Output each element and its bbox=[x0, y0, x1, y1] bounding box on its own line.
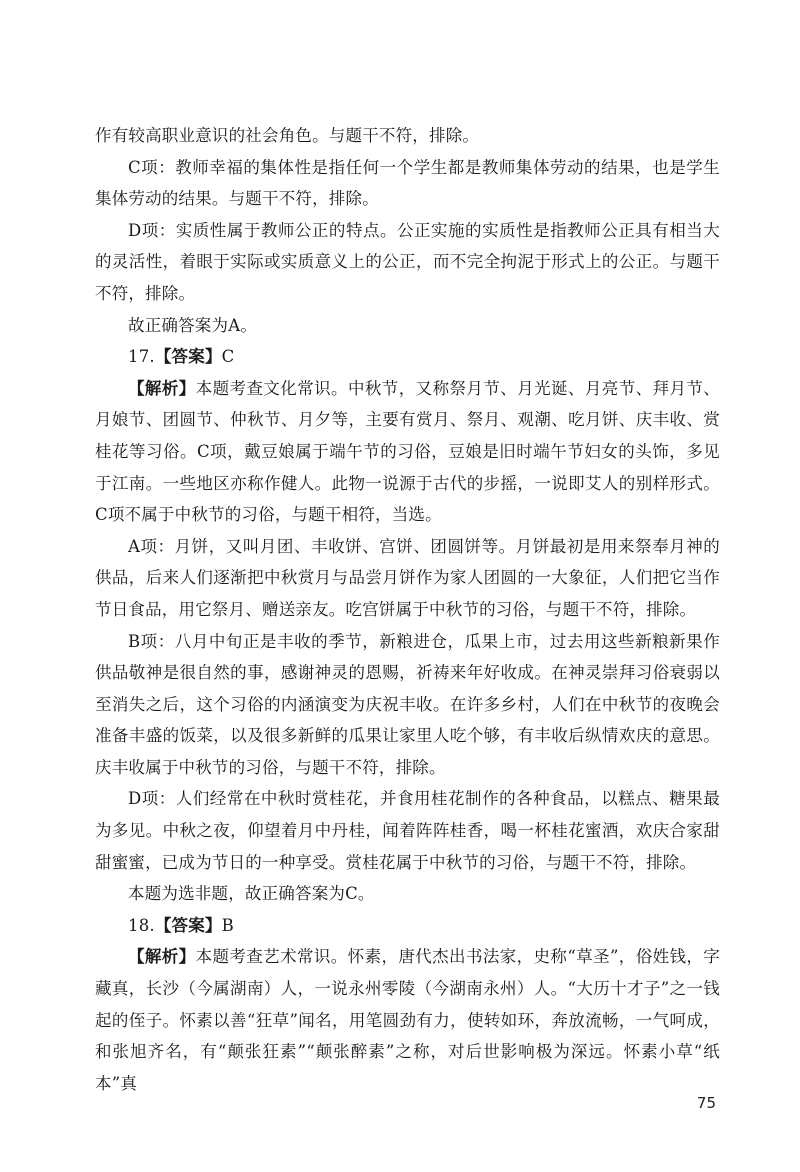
question-17-analysis bbox=[95, 373, 720, 531]
question-17-answer bbox=[95, 341, 720, 373]
answer-value: B bbox=[221, 915, 234, 935]
analysis-text: 本题考查艺术常识。怀素，唐代杰出书法家，史称“草圣”，俗姓钱，字藏真，长沙（今属湖南）人，一说永州零陵（今湖南永州）人。“大历十才子”之一钱起的侄子。怀素以善“狂草”闻名，用笔圆劲有力，使转如环，奔放流畅，一气呵成，和张旭齐名，有“颠张狂素”“颠张醉素”之称，对后世影响极为深远。怀素小草“纸本”真 bbox=[95, 947, 720, 1093]
question-17-option-b: B项：八月中旬正是丰收的季节，新粮进仓，瓜果上市，过去用这些新粮新果作供品敬神是很自然的事，感谢神灵的恩赐，祈祷来年好收成。在神灵崇拜习俗衰弱以至消失之后，这个习俗的内涵演变为庆祝丰收。在许多乡村，人们在中秋节的夜晚会准备丰盛的饭菜，以及很多新鲜的瓜果让家里人吃个够，有丰收后纵情欢庆的意思。庆丰收属于中秋节的习俗，与题干不符，排除。 bbox=[95, 631, 720, 777]
paragraph-option-c: C项：教师幸福的集体性是指任何一个学生都是教师集体劳动的结果，也是学生集体劳动的结果。与题干不符，排除。 bbox=[95, 157, 720, 209]
answer-value: C bbox=[221, 347, 235, 367]
page-body bbox=[95, 120, 720, 1099]
paragraph-conclusion-16: 故正确答案为A。 bbox=[128, 315, 258, 335]
answer-label: 【答案】 bbox=[154, 915, 222, 935]
analysis-text: 本题考查文化常识。中秋节，又称祭月节、月光诞、月亮节、拜月节、月娘节、团圆节、仲秋节、月夕等，主要有赏月、祭月、观潮、吃月饼、庆丰收、赏桂花等习俗。C项，戴豆娘属于端午节的习俗，豆娘是旧时端午节妇女的头饰，多见于江南。一些地区亦称作健人。此物一说源于古代的步摇，一说即艾人的别样形式。C项不属于中秋节的习俗，与题干相符，当选。 bbox=[95, 378, 720, 525]
paragraph-option-d: D项：实质性属于教师公正的特点。公正实施的实质性是指教师公正具有相当大的灵活性，着眼于实际或实质意义上的公正，而不完全拘泥于形式上的公正。与题干不符，排除。 bbox=[95, 220, 720, 303]
analysis-label: 【解析】 bbox=[128, 947, 196, 967]
question-17-conclusion: 本题为选非题，故正确答案为C。 bbox=[128, 884, 375, 904]
question-18-analysis bbox=[95, 941, 720, 1099]
analysis-label: 【解析】 bbox=[128, 378, 196, 398]
answer-label: 【答案】 bbox=[154, 347, 222, 367]
page-number: 75 bbox=[696, 1094, 716, 1112]
question-17-option-d: D项：人们经常在中秋时赏桂花，并食用桂花制作的各种食品，以糕点、糖果最为多见。中秋之夜，仰望着月中丹桂，闻着阵阵桂香，喝一杯桂花蜜酒，欢庆合家甜甜蜜蜜，已成为节日的一种享受。赏桂花属于中秋节的习俗，与题干不符，排除。 bbox=[95, 789, 720, 872]
question-17-number: 17. bbox=[128, 347, 155, 367]
paragraph-continuation: 作有较高职业意识的社会角色。与题干不符，排除。 bbox=[95, 126, 480, 145]
question-17-option-a: A项：月饼，又叫月团、丰收饼、宫饼、团圆饼等。月饼最初是用来祭奉月神的供品，后来人们逐渐把中秋赏月与品尝月饼作为家人团圆的一大象征，人们把它当作节日食品，用它祭月、赠送亲友。吃宫饼属于中秋节的习俗，与题干不符，排除。 bbox=[95, 536, 720, 619]
question-18-number: 18. bbox=[128, 915, 155, 935]
question-18-answer bbox=[95, 910, 720, 942]
